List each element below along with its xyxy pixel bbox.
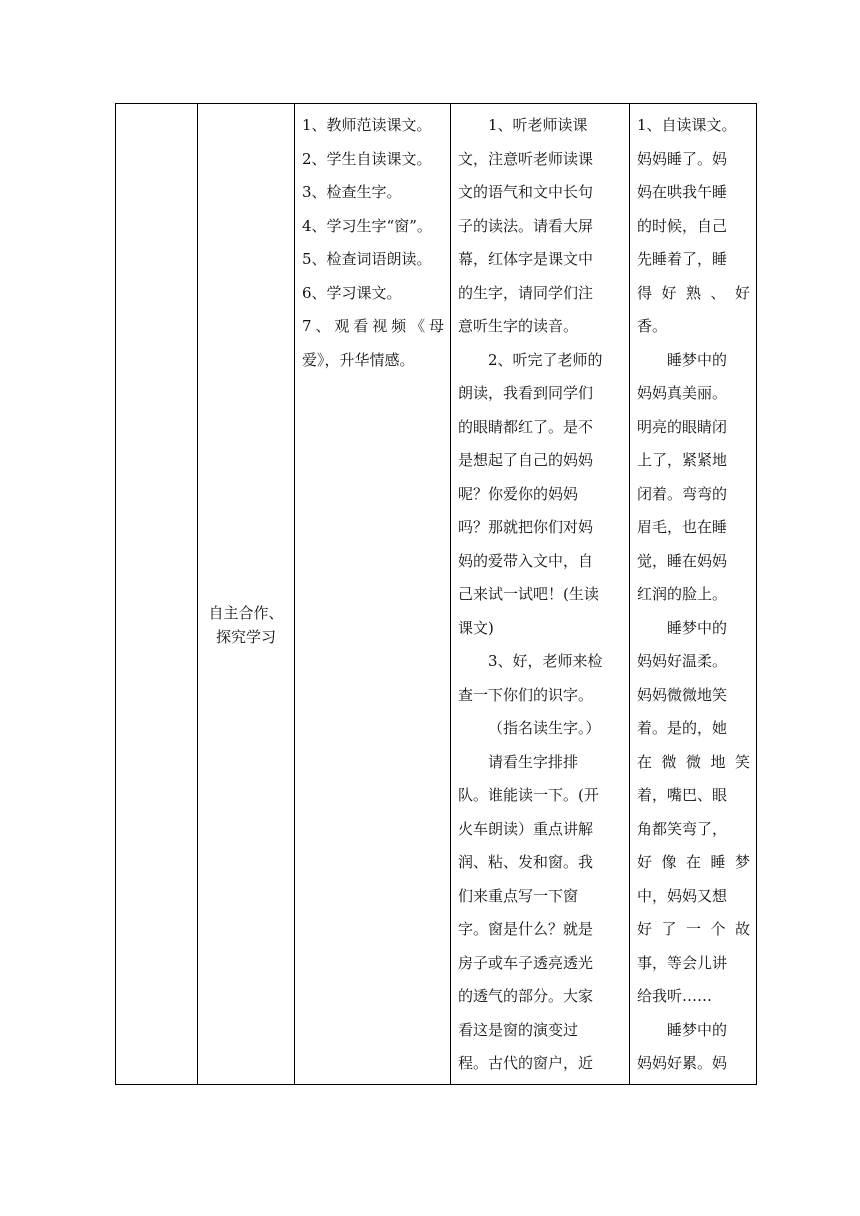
text-line: 妈妈睡了。妈 <box>637 149 728 168</box>
text-line: 5、检查词语朗读。 <box>302 250 432 268</box>
text-line: 上了，紧紧地 <box>637 451 728 469</box>
teacher-activities-cell <box>295 104 451 1085</box>
text-line: 事，等会儿讲 <box>637 953 728 972</box>
phase-label-line: 探究学习 <box>215 628 276 646</box>
text-line: 明亮的眼睛闭 <box>637 417 728 436</box>
text-line: （指名读生字。） <box>488 719 601 737</box>
text-line: 着，嘴巴、眼 <box>637 786 728 804</box>
text-line: 妈的爱带入文中，自 <box>458 551 594 570</box>
text-line: 文的语气和文中长句 <box>458 183 594 201</box>
text-line: 睡梦中的 <box>667 1020 728 1039</box>
text-line: 课文) <box>458 618 494 637</box>
text-line: 香。 <box>637 317 668 335</box>
teacher-script-text <box>451 104 629 1081</box>
lesson-plan-table <box>115 103 757 1085</box>
text-line: 们来重点写一下窗 <box>458 886 579 905</box>
text-line: 的生字，请同学们注 <box>458 283 594 302</box>
text-line: 着。是的，她 <box>637 719 728 737</box>
text-line: 的眼睛都红了。是不 <box>458 417 594 436</box>
text-line: 幕，红体字是课文中 <box>458 250 594 268</box>
text-line: 查一下你们的识字。 <box>458 685 594 704</box>
text-line: 中，妈妈又想 <box>637 886 728 905</box>
teacher-script-cell <box>451 104 630 1085</box>
text-line: 红润的脸上。 <box>637 585 728 603</box>
text-line: 润、粘、发和窗。我 <box>458 853 594 871</box>
text-line: 觉，睡在妈妈 <box>637 551 728 570</box>
table-row <box>116 104 757 1085</box>
text-line: 意听生字的读音。 <box>458 317 579 335</box>
text-line: 7、观看视频《母 <box>302 317 444 335</box>
text-line: 妈妈好温柔。 <box>637 652 728 670</box>
text-line: 火车朗读）重点讲解 <box>458 819 594 838</box>
text-line: 妈妈微微地笑 <box>637 685 728 704</box>
text-line: 在微微地笑 <box>637 752 750 771</box>
phase-cell <box>198 104 295 1085</box>
student-activities-cell <box>630 104 757 1085</box>
text-line: 呢？你爱你的妈妈 <box>458 484 579 503</box>
text-line: 2、听完了老师的 <box>488 350 603 369</box>
phase-label <box>198 539 294 649</box>
text-line: 程。古代的窗户，近 <box>458 1054 594 1072</box>
text-line: 1、教师范读课文。 <box>302 116 432 134</box>
text-line: 先睡着了，睡 <box>637 250 728 268</box>
text-line: 看这是窗的演变过 <box>458 1020 579 1039</box>
text-line: 给我听…… <box>637 987 713 1005</box>
text-line: 妈妈好累。妈 <box>637 1054 728 1072</box>
text-line: 4、学习生字“窗”。 <box>302 216 432 235</box>
text-line: 2、学生自读课文。 <box>302 149 432 168</box>
text-line: 角都笑弯了， <box>637 819 728 838</box>
student-activities-text <box>630 104 756 1081</box>
text-line: 己来试一试吧！(生读 <box>458 585 599 603</box>
text-line: 是想起了自己的妈妈 <box>458 451 594 469</box>
text-line: 1、自读课文。 <box>637 116 737 134</box>
phase-label-line: 自主合作、 <box>208 604 284 622</box>
text-line: 眉毛，也在睡 <box>637 518 728 536</box>
text-line: 爱》，升华情感。 <box>302 350 415 369</box>
text-line: 睡梦中的 <box>667 618 728 637</box>
text-line: 好了一个故 <box>637 920 750 938</box>
text-line: 的时候，自己 <box>637 216 728 235</box>
text-line: 好像在睡梦 <box>637 853 750 871</box>
text-line: 闭着。弯弯的 <box>637 484 728 503</box>
text-line: 6、学习课文。 <box>302 283 402 302</box>
text-line: 字。窗是什么？就是 <box>458 920 594 938</box>
empty-cell <box>116 104 198 1085</box>
text-line: 房子或车子透亮透光 <box>458 953 594 972</box>
text-line: 3、好，老师来检 <box>488 652 603 670</box>
text-line: 1、听老师读课 <box>488 116 588 134</box>
text-line: 的透气的部分。大家 <box>458 987 594 1005</box>
text-line: 队。谁能读一下。(开 <box>458 786 599 804</box>
text-line: 请看生字排排 <box>488 752 579 771</box>
text-line: 吗？那就把你们对妈 <box>458 518 594 536</box>
text-line: 朗读，我看到同学们 <box>458 384 594 402</box>
text-line: 妈妈真美丽。 <box>637 384 728 402</box>
text-line: 妈在哄我午睡 <box>637 183 728 201</box>
text-line: 文，注意听老师读课 <box>458 149 594 168</box>
text-line: 睡梦中的 <box>667 350 728 369</box>
text-line: 得好熟、好 <box>637 283 750 302</box>
teacher-activities-list <box>295 104 450 377</box>
text-line: 子的读法。请看大屏 <box>458 216 594 235</box>
text-line: 3、检查生字。 <box>302 183 402 201</box>
